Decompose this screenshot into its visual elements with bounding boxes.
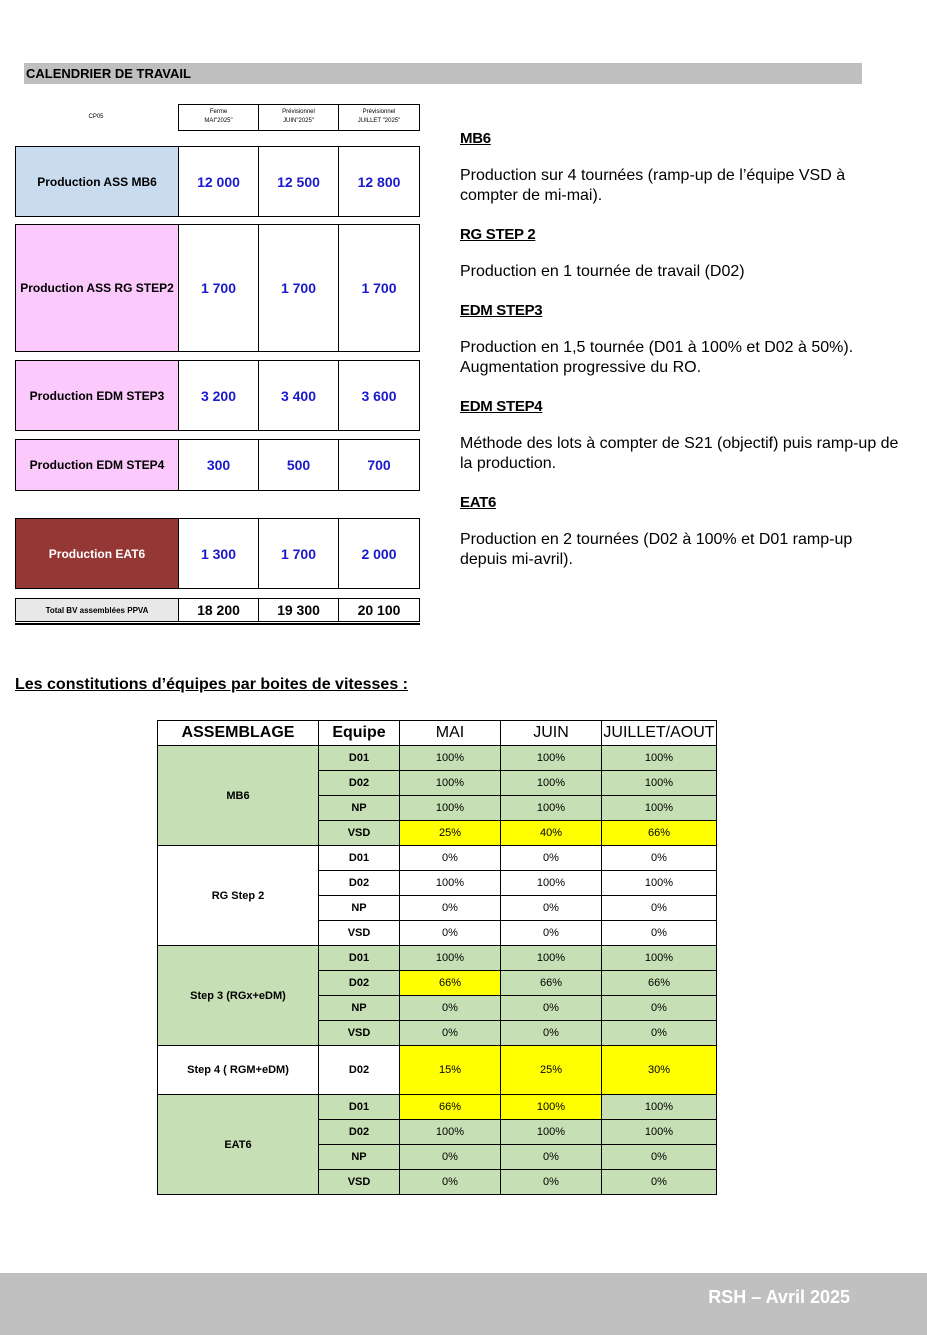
percentage-cell: 0% xyxy=(602,1145,717,1170)
footer xyxy=(0,1273,927,1335)
percentage-cell: 0% xyxy=(602,996,717,1021)
team-code: NP xyxy=(319,1145,400,1170)
table-row xyxy=(158,846,717,871)
note-heading: EDM STEP3 xyxy=(460,302,543,319)
planning-value: 2 000 xyxy=(338,518,420,589)
planning-value: 700 xyxy=(338,439,420,491)
team-code: VSD xyxy=(319,1021,400,1046)
total-underline xyxy=(15,623,420,625)
percentage-cell: 100% xyxy=(400,946,501,971)
teams-table xyxy=(157,720,717,1195)
percentage-cell: 15% xyxy=(400,1046,501,1095)
planning-row xyxy=(15,146,420,217)
planning-row-label: Production EDM STEP3 xyxy=(15,360,179,431)
table-row xyxy=(158,946,717,971)
percentage-cell: 0% xyxy=(501,1021,602,1046)
team-code: D02 xyxy=(319,871,400,896)
table-row xyxy=(158,1046,717,1095)
percentage-cell: 100% xyxy=(400,871,501,896)
team-code: NP xyxy=(319,996,400,1021)
percentage-cell: 100% xyxy=(501,796,602,821)
percentage-cell: 66% xyxy=(602,971,717,996)
total-may: 18 200 xyxy=(178,598,259,622)
percentage-cell: 0% xyxy=(400,896,501,921)
teams-title: Les constitutions d’équipes par boites de vitesses : xyxy=(15,676,408,693)
percentage-cell: 0% xyxy=(501,896,602,921)
percentage-cell: 100% xyxy=(501,946,602,971)
percentage-cell: 40% xyxy=(501,821,602,846)
percentage-cell: 100% xyxy=(501,771,602,796)
planning-value: 3 600 xyxy=(338,360,420,431)
percentage-cell: 100% xyxy=(501,746,602,771)
teams-header-mai: MAI xyxy=(400,721,501,746)
assembly-name: Step 3 (RGx+eDM) xyxy=(158,946,319,1046)
assembly-name: Step 4 ( RGM+eDM) xyxy=(158,1046,319,1095)
note-heading: MB6 xyxy=(460,130,491,147)
section-title-bar xyxy=(24,63,862,84)
percentage-cell: 100% xyxy=(400,746,501,771)
percentage-cell: 0% xyxy=(501,921,602,946)
percentage-cell: 100% xyxy=(602,946,717,971)
percentage-cell: 100% xyxy=(400,771,501,796)
planning-row xyxy=(15,518,420,589)
team-code: D02 xyxy=(319,971,400,996)
planning-value: 3 400 xyxy=(258,360,339,431)
percentage-cell: 100% xyxy=(602,771,717,796)
percentage-cell: 0% xyxy=(602,896,717,921)
team-code: D02 xyxy=(319,1046,400,1095)
teams-header-assemblage: ASSEMBLAGE xyxy=(158,721,319,746)
total-june: 19 300 xyxy=(258,598,339,622)
production-notes xyxy=(460,130,900,570)
table-row xyxy=(158,1095,717,1120)
team-code: NP xyxy=(319,896,400,921)
planning-row xyxy=(15,224,420,352)
percentage-cell: 100% xyxy=(501,871,602,896)
total-july: 20 100 xyxy=(338,598,420,622)
team-code: D01 xyxy=(319,746,400,771)
percentage-cell: 100% xyxy=(602,1120,717,1145)
planning-value: 300 xyxy=(178,439,259,491)
planning-value: 12 000 xyxy=(178,146,259,217)
planning-row-label: Production EAT6 xyxy=(15,518,179,589)
planning-value: 3 200 xyxy=(178,360,259,431)
percentage-cell: 0% xyxy=(602,846,717,871)
percentage-cell: 100% xyxy=(602,1095,717,1120)
note-text: Production en 1,5 tournée (D01 à 100% et D02 à 50%). xyxy=(460,339,854,356)
percentage-cell: 100% xyxy=(501,1095,602,1120)
percentage-cell: 0% xyxy=(602,921,717,946)
planning-value: 1 700 xyxy=(338,224,420,352)
percentage-cell: 0% xyxy=(400,1021,501,1046)
note-text: Production en 1 tournée de travail (D02) xyxy=(460,263,745,280)
percentage-cell: 66% xyxy=(602,821,717,846)
percentage-cell: 25% xyxy=(400,821,501,846)
percentage-cell: 30% xyxy=(602,1046,717,1095)
assembly-name: MB6 xyxy=(158,746,319,846)
percentage-cell: 100% xyxy=(602,871,717,896)
note-text: Méthode des lots à compter de S21 (objectif) puis ramp-up de la production. xyxy=(460,435,899,472)
planning-corner-label: CP05 xyxy=(88,114,104,120)
planning-header-may: Ferme MAI"2025" xyxy=(178,104,259,131)
note-text: Production sur 4 tournées (ramp-up de l’équipe VSD à compter de mi-mai). xyxy=(460,167,846,204)
teams-header-equipe: Equipe xyxy=(319,721,400,746)
team-code: VSD xyxy=(319,1170,400,1195)
percentage-cell: 0% xyxy=(501,846,602,871)
percentage-cell: 0% xyxy=(400,996,501,1021)
percentage-cell: 100% xyxy=(602,796,717,821)
planning-row-label: Production EDM STEP4 xyxy=(15,439,179,491)
note-heading: EDM STEP4 xyxy=(460,398,543,415)
planning-value: 1 700 xyxy=(178,224,259,352)
planning-total-row xyxy=(15,598,420,622)
team-code: VSD xyxy=(319,821,400,846)
percentage-cell: 0% xyxy=(400,921,501,946)
team-code: D01 xyxy=(319,1095,400,1120)
note-text: Production en 2 tournées (D02 à 100% et D01 ramp-up depuis mi-avril). xyxy=(460,531,853,568)
total-label: Total BV assemblées PPVA xyxy=(15,598,179,622)
percentage-cell: 0% xyxy=(501,996,602,1021)
percentage-cell: 66% xyxy=(400,971,501,996)
percentage-cell: 0% xyxy=(400,846,501,871)
team-code: VSD xyxy=(319,921,400,946)
table-row xyxy=(158,746,717,771)
planning-value: 12 800 xyxy=(338,146,420,217)
teams-header-juillet: JUILLET/AOUT xyxy=(602,721,717,746)
team-code: D02 xyxy=(319,1120,400,1145)
assembly-name: RG Step 2 xyxy=(158,846,319,946)
planning-row-label: Production ASS RG STEP2 xyxy=(15,224,179,352)
team-code: D01 xyxy=(319,846,400,871)
planning-value: 12 500 xyxy=(258,146,339,217)
team-code: D02 xyxy=(319,771,400,796)
planning-value: 1 700 xyxy=(258,224,339,352)
percentage-cell: 0% xyxy=(602,1021,717,1046)
percentage-cell: 66% xyxy=(400,1095,501,1120)
team-code: NP xyxy=(319,796,400,821)
teams-header-juin: JUIN xyxy=(501,721,602,746)
footer-text: RSH – Avril 2025 xyxy=(708,1287,850,1307)
note-heading: RG STEP 2 xyxy=(460,226,536,243)
note-heading: EAT6 xyxy=(460,494,497,511)
note-text: Augmentation progressive du RO. xyxy=(460,359,702,376)
planning-row-label: Production ASS MB6 xyxy=(15,146,179,217)
percentage-cell: 0% xyxy=(501,1170,602,1195)
percentage-cell: 0% xyxy=(400,1170,501,1195)
planning-header-june: Prévisionnel JUIN"2025" xyxy=(258,104,339,131)
percentage-cell: 100% xyxy=(501,1120,602,1145)
percentage-cell: 100% xyxy=(400,1120,501,1145)
planning-row xyxy=(15,439,420,491)
percentage-cell: 100% xyxy=(602,746,717,771)
planning-header-july: Prévisionnel JUILLET "2025" xyxy=(338,104,420,131)
planning-value: 1 300 xyxy=(178,518,259,589)
percentage-cell: 0% xyxy=(602,1170,717,1195)
percentage-cell: 100% xyxy=(400,796,501,821)
percentage-cell: 66% xyxy=(501,971,602,996)
planning-value: 500 xyxy=(258,439,339,491)
planning-row xyxy=(15,360,420,431)
team-code: D01 xyxy=(319,946,400,971)
percentage-cell: 0% xyxy=(501,1145,602,1170)
section-title: CALENDRIER DE TRAVAIL xyxy=(26,66,191,81)
percentage-cell: 0% xyxy=(400,1145,501,1170)
planning-value: 1 700 xyxy=(258,518,339,589)
assembly-name: EAT6 xyxy=(158,1095,319,1195)
percentage-cell: 25% xyxy=(501,1046,602,1095)
